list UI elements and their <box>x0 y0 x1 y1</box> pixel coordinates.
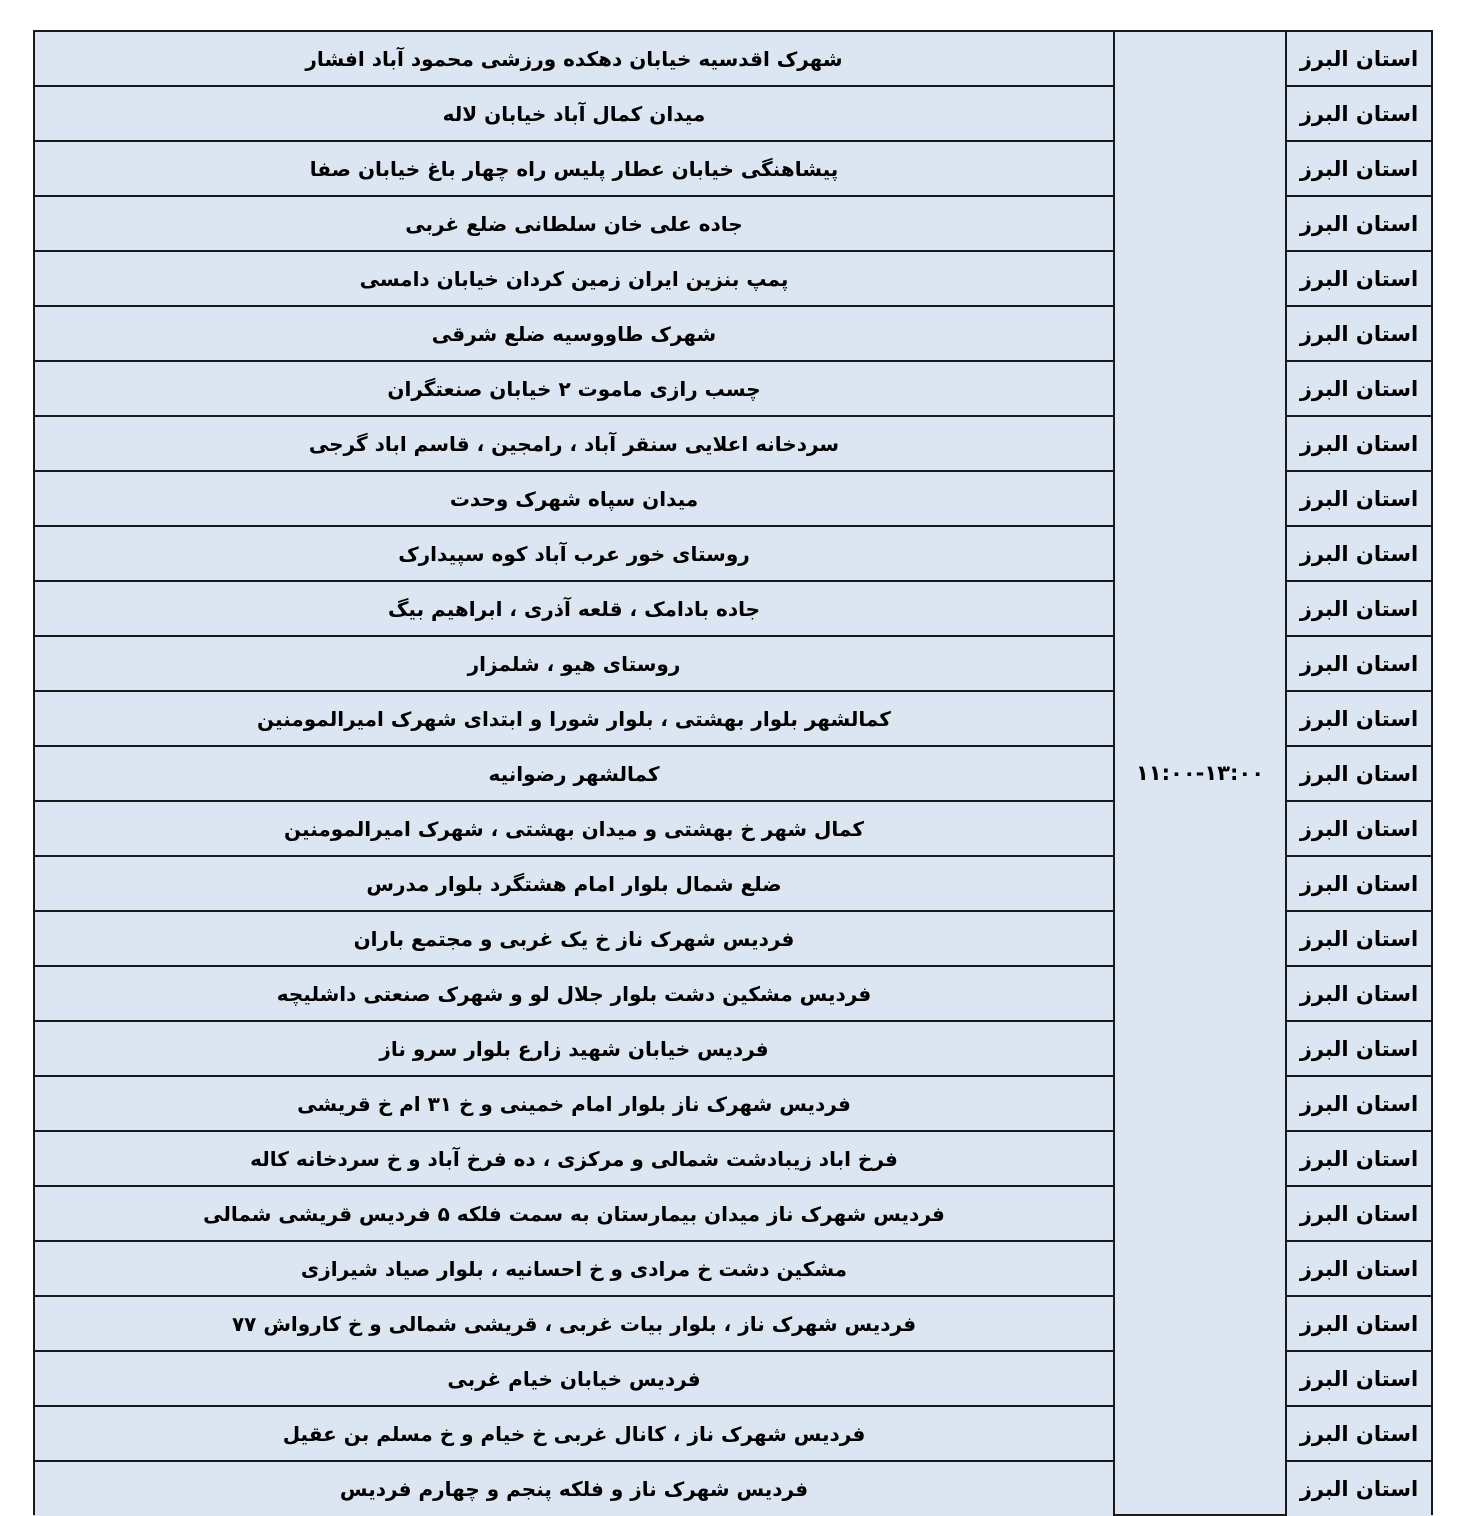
address-cell: فردیس مشکین دشت بلوار جلال لو و شهرک صنعتی داشلیچه <box>34 966 1114 1021</box>
address-cell: جاده بادامک ، قلعه آذری ، ابراهیم بیگ <box>34 581 1114 636</box>
province-cell: استان البرز <box>1286 581 1432 636</box>
province-cell: استان البرز <box>1286 1241 1432 1296</box>
address-cell: شهرک طاووسیه ضلع شرقی <box>34 306 1114 361</box>
address-cell: جاده علی خان سلطانی ضلع غربی <box>34 196 1114 251</box>
province-cell: استان البرز <box>1286 1351 1432 1406</box>
province-cell: استان البرز <box>1286 1296 1432 1351</box>
province-cell: استان البرز <box>1286 1186 1432 1241</box>
address-cell: ضلع شمال بلوار امام هشتگرد بلوار مدرس <box>34 856 1114 911</box>
address-cell: کمال شهر خ بهشتی و میدان بهشتی ، شهرک امیرالمومنین <box>34 801 1114 856</box>
address-cell: پمپ بنزین ایران زمین کردان خیابان دامسی <box>34 251 1114 306</box>
address-cell: فردیس شهرک ناز ، کانال غربی خ خیام و خ مسلم بن عقیل <box>34 1406 1114 1461</box>
address-cell: پیشاهنگی خیابان عطار پلیس راه چهار باغ خیابان صفا <box>34 141 1114 196</box>
address-cell: کمالشهر رضوانیه <box>34 746 1114 801</box>
province-cell: استان البرز <box>1286 251 1432 306</box>
province-cell: استان البرز <box>1286 86 1432 141</box>
province-cell: استان البرز <box>1286 691 1432 746</box>
time-range-cell: ۱۱:۰۰-۱۳:۰۰ <box>1114 31 1286 1515</box>
outage-schedule-table <box>33 30 1433 1516</box>
address-cell: فردیس شهرک ناز ، بلوار بیات غربی ، قریشی شمالی و خ کارواش ۷۷ <box>34 1296 1114 1351</box>
province-cell: استان البرز <box>1286 196 1432 251</box>
province-cell: استان البرز <box>1286 361 1432 416</box>
address-cell: فردیس خیابان خیام غربی <box>34 1351 1114 1406</box>
province-cell: استان البرز <box>1286 636 1432 691</box>
province-cell: استان البرز <box>1286 31 1432 86</box>
address-cell: روستای خور عرب آباد کوه سپیدارک <box>34 526 1114 581</box>
province-cell: استان البرز <box>1286 746 1432 801</box>
address-cell: سردخانه اعلایی سنقر آباد ، رامجین ، قاسم اباد گرجی <box>34 416 1114 471</box>
province-cell: استان البرز <box>1286 416 1432 471</box>
address-cell: چسب رازی ماموت ۲ خیابان صنعتگران <box>34 361 1114 416</box>
address-cell: شهرک اقدسیه خیابان دهکده ورزشی محمود آباد افشار <box>34 31 1114 86</box>
province-cell: استان البرز <box>1286 141 1432 196</box>
province-cell: استان البرز <box>1286 526 1432 581</box>
province-cell: استان البرز <box>1286 1406 1432 1461</box>
province-cell: استان البرز <box>1286 911 1432 966</box>
province-cell: استان البرز <box>1286 801 1432 856</box>
province-cell: استان البرز <box>1286 1021 1432 1076</box>
address-cell: فردیس شهرک ناز خ یک غربی و مجتمع باران <box>34 911 1114 966</box>
province-cell: استان البرز <box>1286 966 1432 1021</box>
province-cell: استان البرز <box>1286 1076 1432 1131</box>
province-cell: استان البرز <box>1286 306 1432 361</box>
schedule-body <box>34 31 1432 1515</box>
address-cell: میدان کمال آباد خیابان لاله <box>34 86 1114 141</box>
address-cell: میدان سپاه شهرک وحدت <box>34 471 1114 526</box>
address-cell: فردیس خیابان شهید زارع بلوار سرو ناز <box>34 1021 1114 1076</box>
address-cell: مشکین دشت خ مرادی و خ احسانیه ، بلوار صیاد شیرازی <box>34 1241 1114 1296</box>
address-cell: روستای هیو ، شلمزار <box>34 636 1114 691</box>
province-cell: استان البرز <box>1286 856 1432 911</box>
address-cell: فردیس شهرک ناز میدان بیمارستان به سمت فلکه ۵ فردیس قریشی شمالی <box>34 1186 1114 1241</box>
province-cell: استان البرز <box>1286 1461 1432 1515</box>
province-cell: استان البرز <box>1286 1131 1432 1186</box>
address-cell: کمالشهر بلوار بهشتی ، بلوار شورا و ابتدای شهرک امیرالمومنین <box>34 691 1114 746</box>
table-row <box>34 31 1432 86</box>
address-cell: فردیس شهرک ناز و فلکه پنجم و چهارم فردیس <box>34 1461 1114 1515</box>
address-cell: فردیس شهرک ناز بلوار امام خمینی و خ ۳۱ ام خ قریشی <box>34 1076 1114 1131</box>
province-cell: استان البرز <box>1286 471 1432 526</box>
address-cell: فرخ اباد زیبادشت شمالی و مرکزی ، ده فرخ آباد و خ سردخانه کاله <box>34 1131 1114 1186</box>
